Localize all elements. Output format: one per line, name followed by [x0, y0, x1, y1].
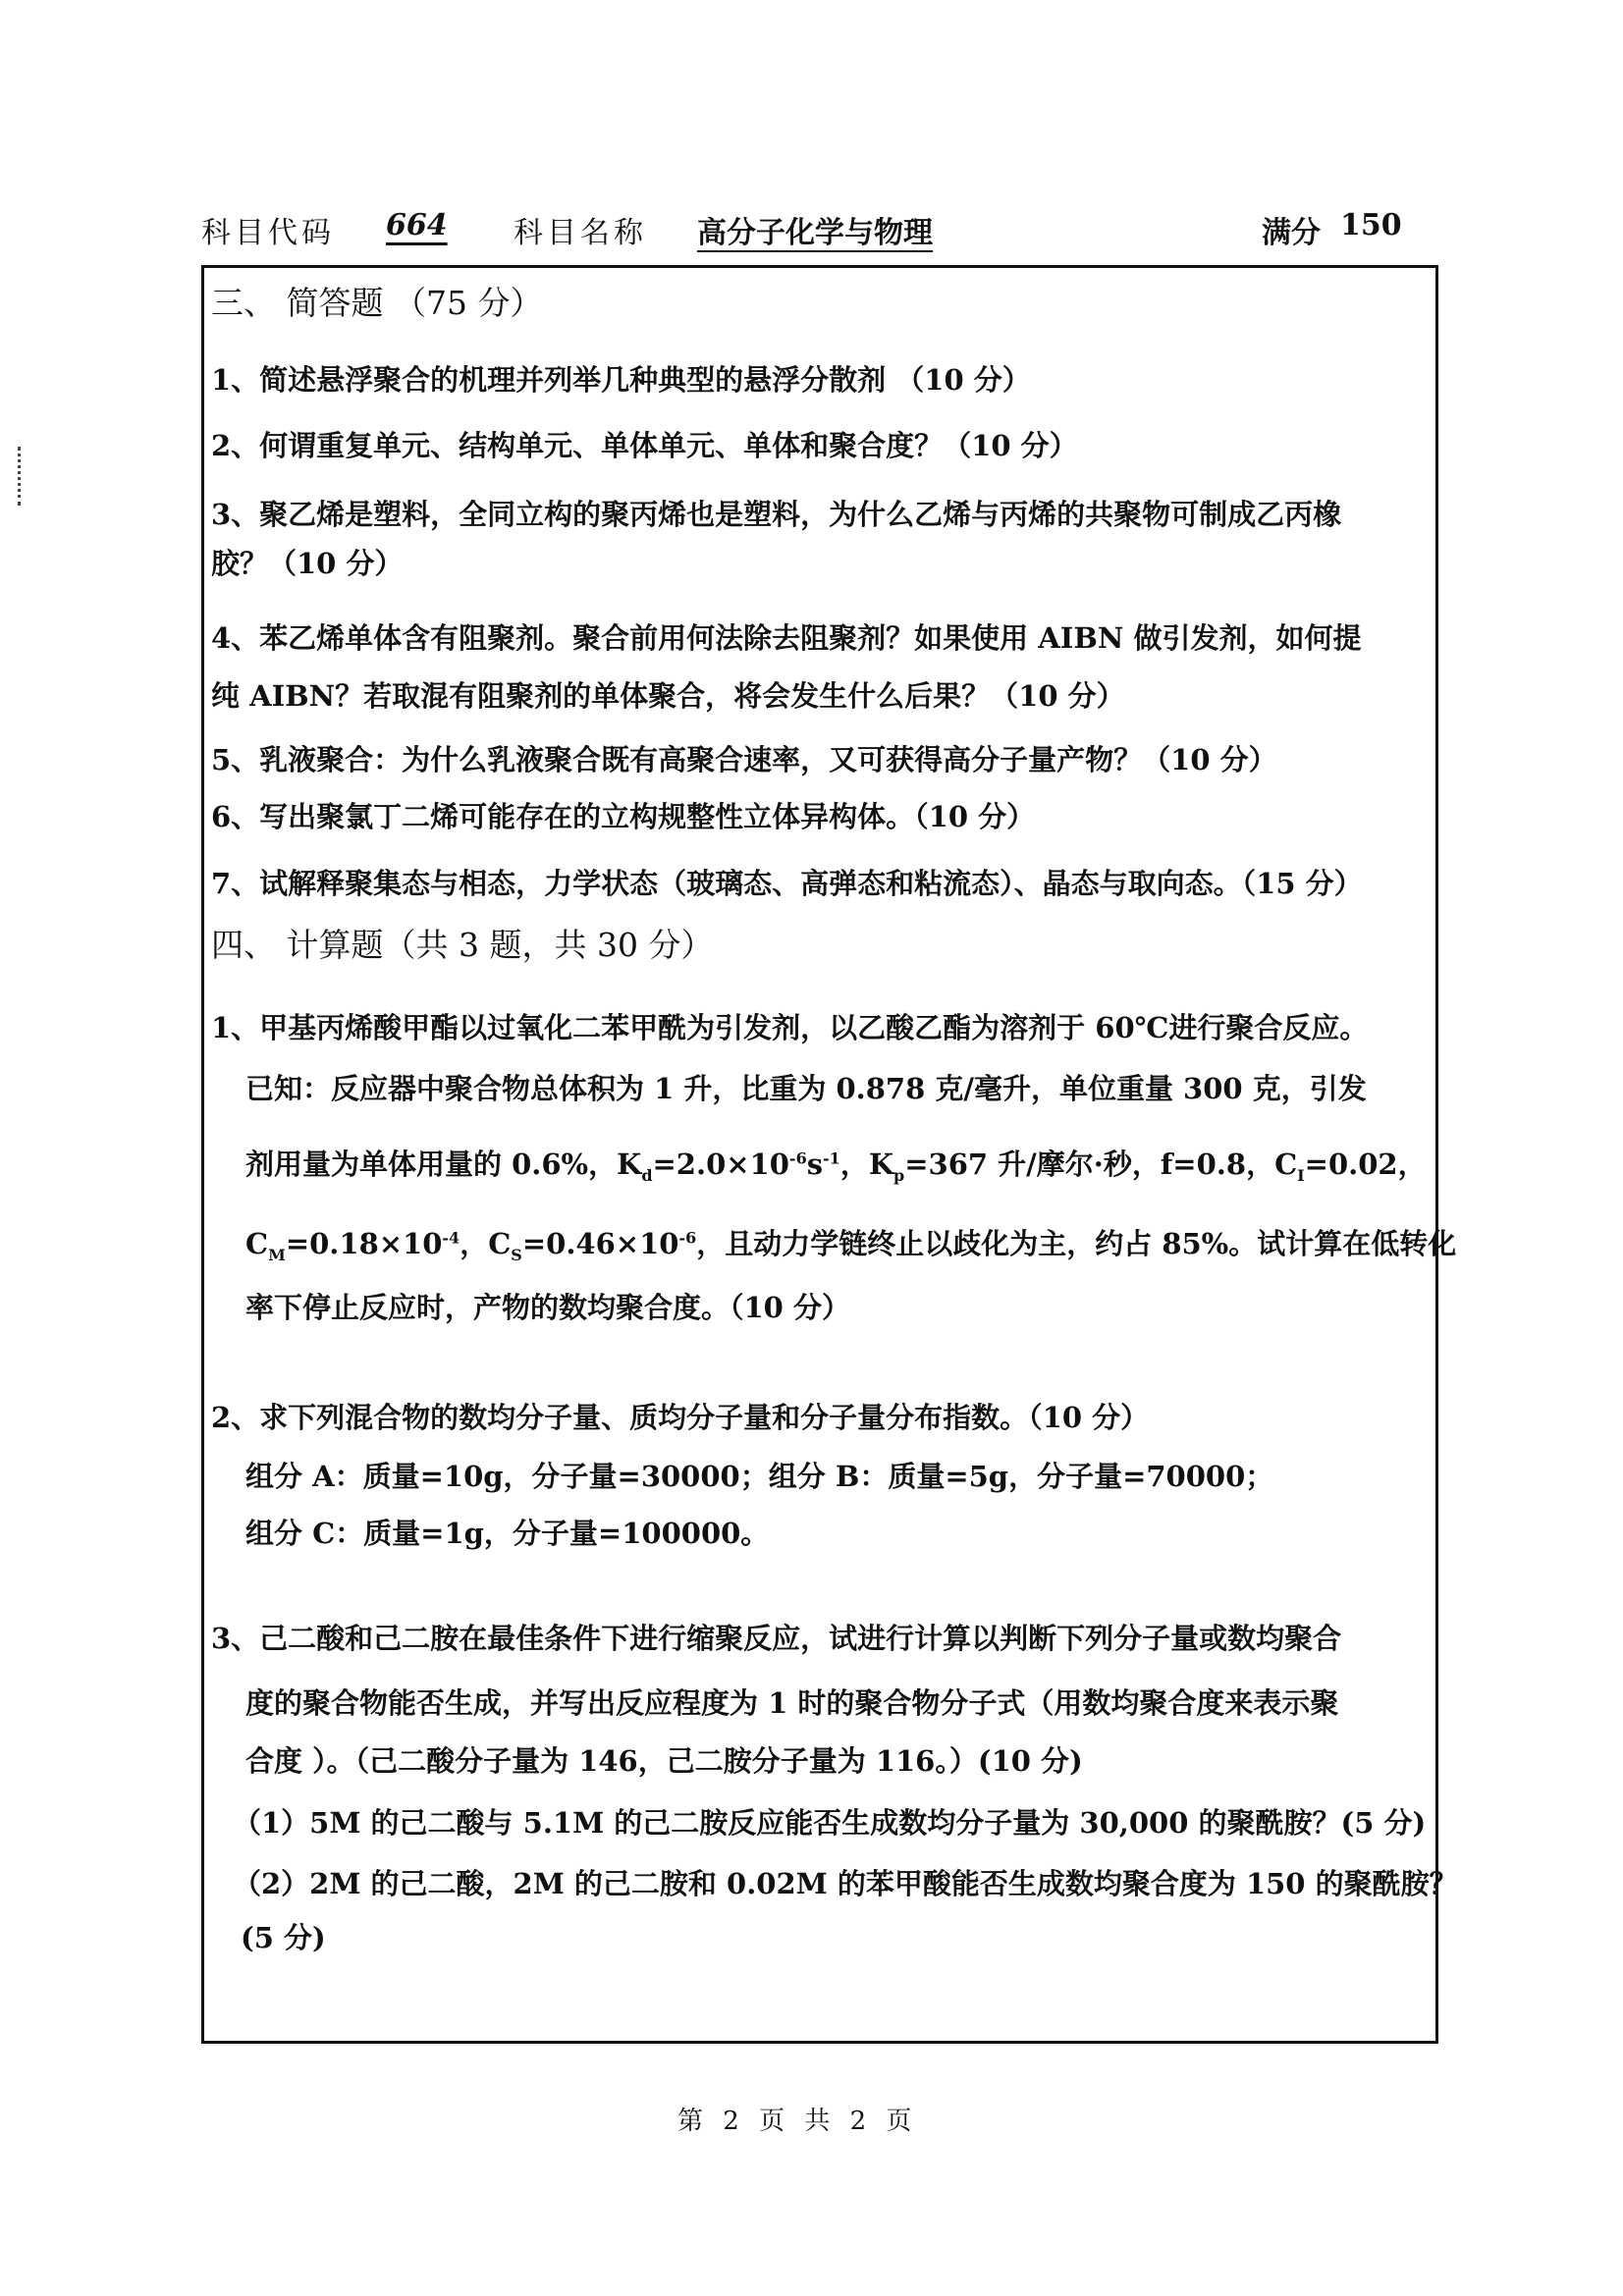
- subject-code-label: 科目代码: [201, 216, 335, 250]
- question-3-1: 1、简述悬浮聚合的机理并列举几种典型的悬浮分散剂 （10 分）: [211, 363, 1031, 397]
- question-4-1-line5: 率下停止反应时，产物的数均聚合度。（10 分）: [245, 1291, 850, 1324]
- question-4-3-line1: 3、己二酸和己二胺在最佳条件下进行缩聚反应，试进行计算以判断下列分子量或数均聚合: [211, 1622, 1342, 1655]
- full-score: 150: [1340, 208, 1402, 242]
- question-4-1-line3: 剂用量为单体用量的 0.6%，$K_d=2.0\times 10^{-6}s^{-1}$，$K_p=367$ 升/摩尔·秒，f=0.8，$C_I=0.02$，: [245, 1148, 1427, 1185]
- question-3-3-line2: 胶？（10 分）: [211, 547, 404, 580]
- question-3-4-line1: 4、苯乙烯单体含有阻聚剂。聚合前用何法除去阻聚剂？如果使用 AIBN 做引发剂，如何提: [211, 621, 1362, 655]
- question-4-3-sub2-line2: (5 分): [241, 1921, 326, 1954]
- question-4-3-sub2-line1: （2）2M 的己二酸，2M 的己二胺和 0.02M 的苯甲酸能否生成数均聚合度为 150 的聚酰胺？: [233, 1867, 1458, 1900]
- question-4-3-line3: 合度 ）。（己二酸分子量为 146，己二胺分子量为 116。）(10 分): [245, 1744, 1083, 1778]
- question-3-2: 2、何谓重复单元、结构单元、单体单元、单体和聚合度？（10 分）: [211, 429, 1078, 462]
- question-3-5: 5、乳液聚合：为什么乳液聚合既有高聚合速率，又可获得高分子量产物？（10 分）: [211, 743, 1277, 776]
- full-score-label: 满分: [1262, 216, 1321, 250]
- question-3-6: 6、写出聚氯丁二烯可能存在的立构规整性立体异构体。（10 分）: [211, 800, 1036, 833]
- question-4-1-line1: 1、甲基丙烯酸甲酯以过氧化二苯甲酰为引发剂，以乙酸乙酯为溶剂于 60℃进行聚合反应。: [211, 1011, 1369, 1044]
- question-4-1-line2: 已知：反应器中聚合物总体积为 1 升，比重为 0.878 克/毫升，单位重量 300 克，引发: [245, 1072, 1367, 1105]
- question-4-1-line4: $C_M=0.18\times 10^{-4}$，$C_S=0.46\times 10^{-6}$，且动力学链终止以歧化为主，约占 85%。试计算在低转化: [245, 1227, 1457, 1264]
- question-4-2-line1: 2、求下列混合物的数均分子量、质均分子量和分子量分布指数。（10 分）: [211, 1401, 1150, 1434]
- question-3-4-line2: 纯 AIBN？若取混有阻聚剂的单体聚合，将会发生什么后果？（10 分）: [211, 679, 1125, 713]
- question-4-3-line2: 度的聚合物能否生成，并写出反应程度为 1 时的聚合物分子式（用数均聚合度来表示聚: [245, 1686, 1339, 1720]
- section-3-title: 三、 简答题 （75 分）: [211, 284, 543, 322]
- section-4-title: 四、 计算题（共 3 题，共 30 分）: [211, 926, 714, 964]
- question-4-3-sub1: （1）5M 的己二酸与 5.1M 的己二胺反应能否生成数均分子量为 30,000 的聚酰胺？(5 分): [233, 1806, 1427, 1840]
- subject-code: 664: [386, 208, 448, 242]
- subject-name-label: 科目名称: [514, 216, 647, 250]
- scan-artifact-mark: [18, 447, 24, 506]
- question-3-3-line1: 3、聚乙烯是塑料，全同立构的聚丙烯也是塑料，为什么乙烯与丙烯的共聚物可制成乙丙橡: [211, 498, 1342, 531]
- question-4-2-line3: 组分 C：质量=1g，分子量=100000。: [245, 1517, 770, 1550]
- question-4-2-line2: 组分 A：质量=10g，分子量=30000；组分 B：质量=5g，分子量=70000；: [245, 1460, 1274, 1493]
- subject-name: 高分子化学与物理: [697, 216, 933, 250]
- page-number: 第 2 页 共 2 页: [677, 2107, 918, 2136]
- question-3-7: 7、试解释聚集态与相态，力学状态（玻璃态、高弹态和粘流态）、晶态与取向态。（15 分）: [211, 867, 1363, 900]
- exam-header: [201, 208, 1419, 257]
